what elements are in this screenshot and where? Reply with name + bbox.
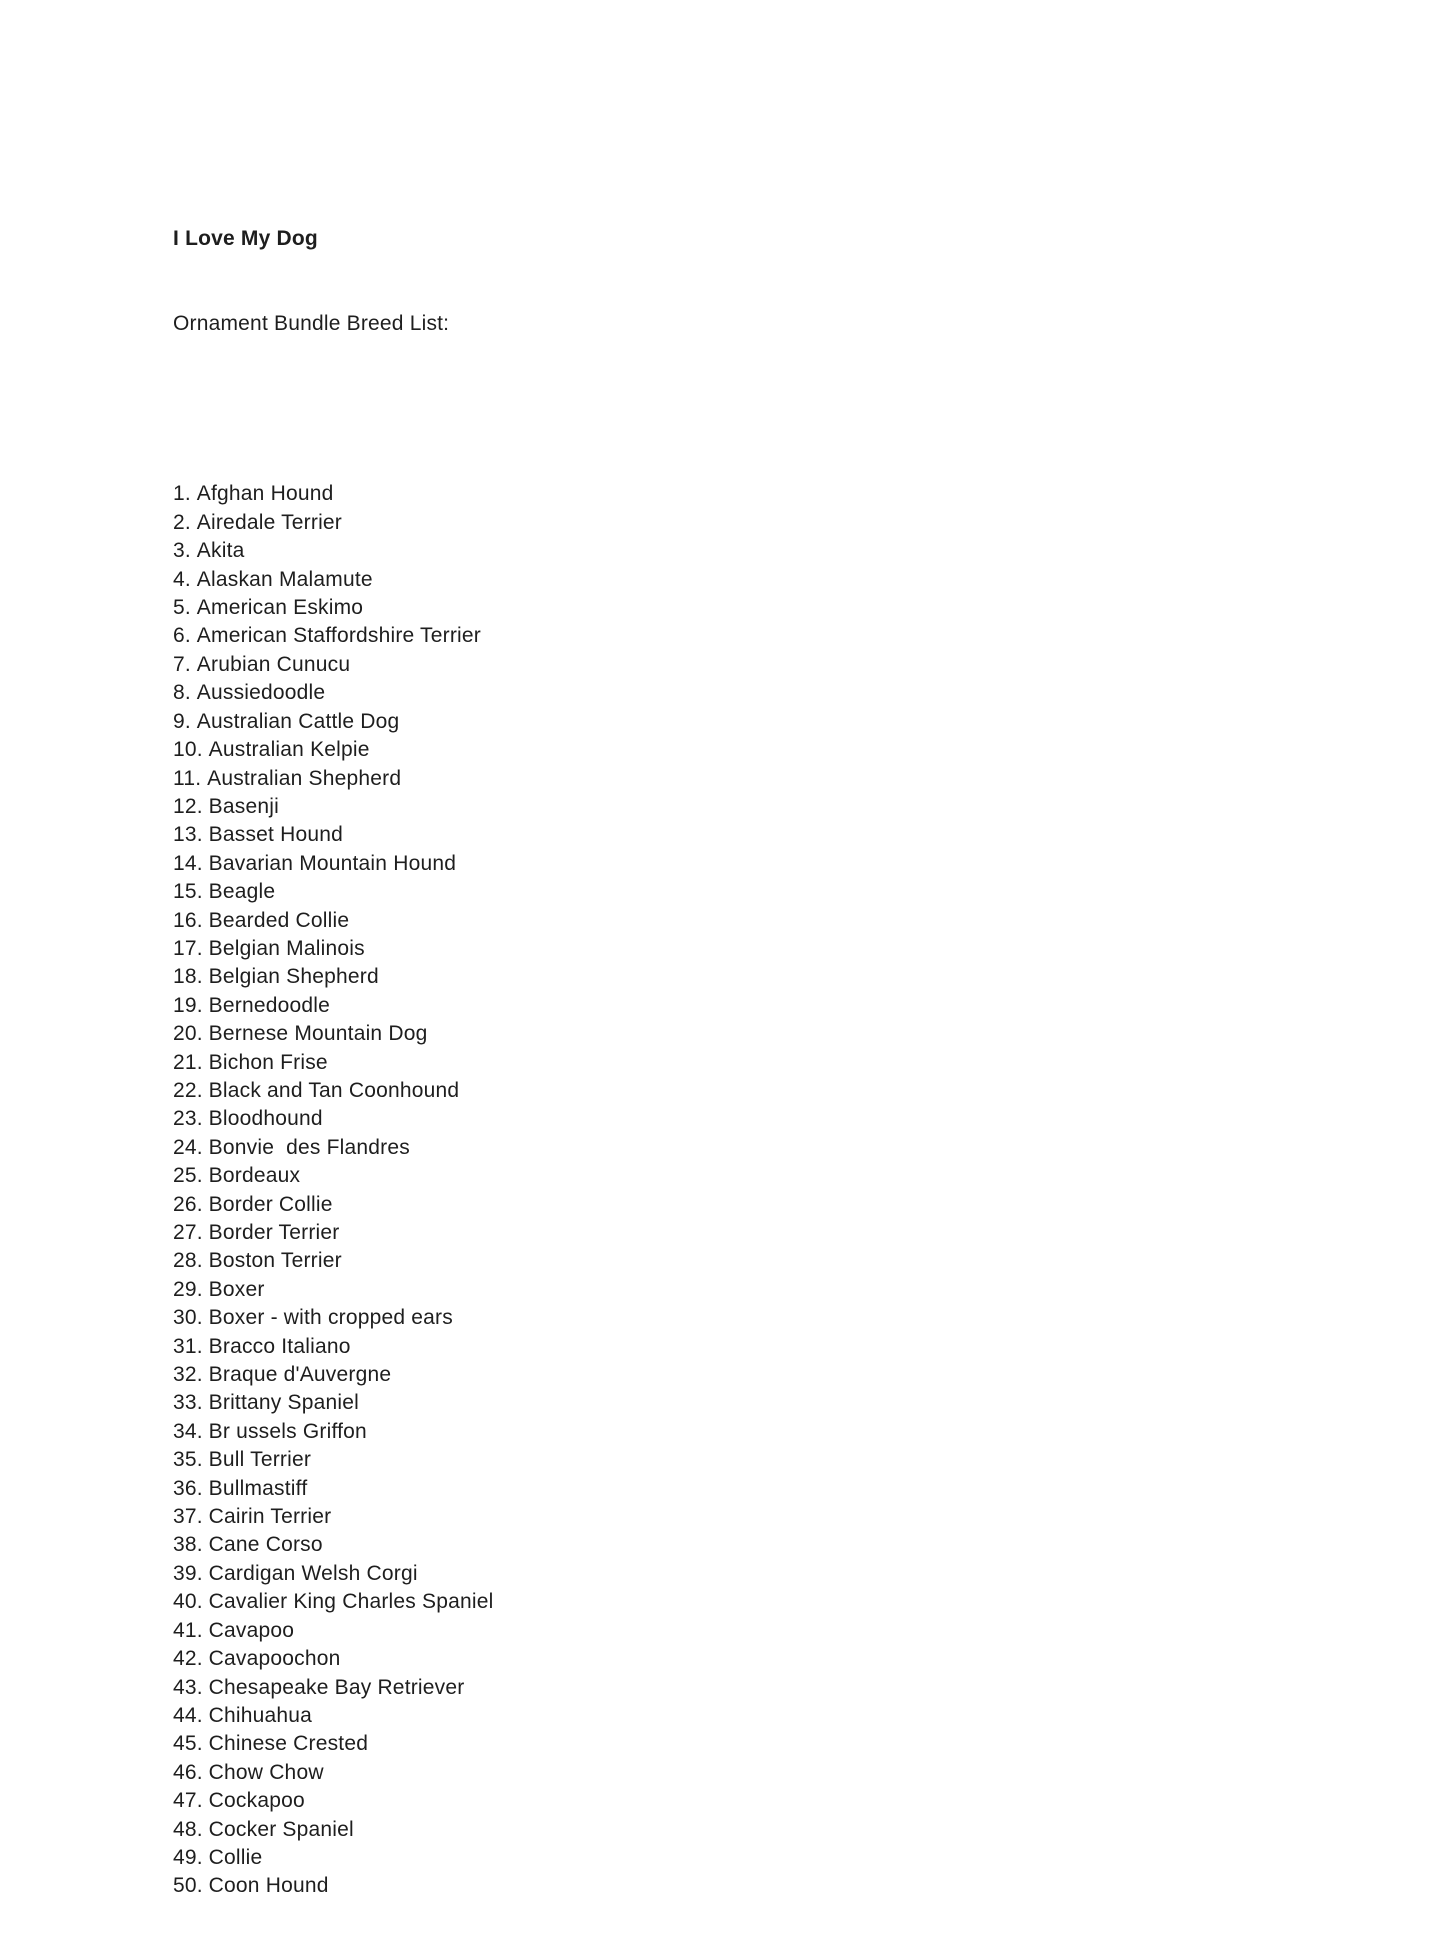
list-item-name: Belgian Shepherd xyxy=(208,965,379,989)
list-item-name: Cockapoo xyxy=(208,1789,305,1813)
list-item-number: 17. xyxy=(173,936,203,960)
list-item-name: Afghan Hound xyxy=(196,482,334,506)
list-item xyxy=(173,1730,493,1758)
list-item xyxy=(173,992,493,1020)
list-item-number: 32. xyxy=(173,1363,203,1387)
list-item xyxy=(173,736,493,764)
list-item-name: Airedale Terrier xyxy=(196,510,343,534)
list-item-number: 10. xyxy=(173,738,203,762)
list-item xyxy=(173,1674,493,1702)
list-item-name: Chinese Crested xyxy=(208,1732,369,1756)
list-item-name: Belgian Malinois xyxy=(208,936,365,960)
list-item-number: 28. xyxy=(173,1249,203,1273)
list-item-number: 13. xyxy=(173,823,203,847)
list-item xyxy=(173,1872,493,1900)
list-item xyxy=(173,509,493,537)
list-item-number: 1. xyxy=(173,482,191,506)
list-item-number: 2. xyxy=(173,510,191,534)
list-item-number: 14. xyxy=(173,851,203,875)
list-item-name: Basset Hound xyxy=(208,823,343,847)
list-item xyxy=(173,651,493,679)
list-item-number: 35. xyxy=(173,1448,203,1472)
list-item xyxy=(173,1446,493,1474)
list-item-number: 21. xyxy=(173,1050,203,1074)
list-item-number: 12. xyxy=(173,794,203,818)
list-item-name: Boxer - with cropped ears xyxy=(208,1306,453,1330)
text-column xyxy=(173,168,493,1958)
list-item-number: 19. xyxy=(173,993,203,1017)
list-item-name: Bearded Collie xyxy=(208,908,350,932)
list-item-name: Cocker Spaniel xyxy=(208,1817,354,1841)
list-item xyxy=(173,935,493,963)
list-item-name: Coon Hound xyxy=(208,1874,329,1898)
list-item-name: Bullmastiff xyxy=(208,1476,308,1500)
list-item-name: Bernedoodle xyxy=(208,993,330,1017)
list-item-name: Chesapeake Bay Retriever xyxy=(208,1675,465,1699)
list-item-name: Collie xyxy=(208,1845,263,1869)
list-item xyxy=(173,821,493,849)
list-item-number: 47. xyxy=(173,1789,203,1813)
list-item-name: Alaskan Malamute xyxy=(196,567,373,591)
list-item-number: 45. xyxy=(173,1732,203,1756)
list-item xyxy=(173,1020,493,1048)
list-item-name: Australian Kelpie xyxy=(208,738,370,762)
list-item-number: 26. xyxy=(173,1192,203,1216)
list-item xyxy=(173,1333,493,1361)
breed-list xyxy=(173,480,493,1900)
list-item-number: 16. xyxy=(173,908,203,932)
list-item-name: Br ussels Griffon xyxy=(208,1419,367,1443)
list-item xyxy=(173,1844,493,1872)
list-item xyxy=(173,963,493,991)
list-item-name: Australian Cattle Dog xyxy=(196,709,400,733)
list-item xyxy=(173,679,493,707)
list-item xyxy=(173,1049,493,1077)
list-item xyxy=(173,1077,493,1105)
list-item-number: 22. xyxy=(173,1078,203,1102)
list-item-number: 25. xyxy=(173,1164,203,1188)
list-item xyxy=(173,622,493,650)
document-subtitle: Ornament Bundle Breed List: xyxy=(173,312,450,336)
list-item-number: 15. xyxy=(173,880,203,904)
list-item-number: 7. xyxy=(173,652,191,676)
list-item-number: 5. xyxy=(173,596,191,620)
list-item-number: 37. xyxy=(173,1505,203,1529)
list-item-name: Akita xyxy=(196,539,245,563)
list-item-number: 29. xyxy=(173,1277,203,1301)
list-item-name: Braque d'Auvergne xyxy=(208,1363,392,1387)
list-item xyxy=(173,1276,493,1304)
list-item-number: 39. xyxy=(173,1561,203,1585)
list-item-name: Cairin Terrier xyxy=(208,1505,332,1529)
list-item-name: Bull Terrier xyxy=(208,1448,312,1472)
blank-line xyxy=(173,395,493,423)
list-item-number: 31. xyxy=(173,1334,203,1358)
list-item xyxy=(173,1389,493,1417)
list-item-number: 9. xyxy=(173,709,191,733)
list-item-name: Cane Corso xyxy=(208,1533,323,1557)
list-item-number: 6. xyxy=(173,624,191,648)
list-item xyxy=(173,1475,493,1503)
list-item xyxy=(173,1588,493,1616)
list-item xyxy=(173,1503,493,1531)
list-item-name: Cavapoochon xyxy=(208,1647,341,1671)
list-item-number: 46. xyxy=(173,1760,203,1784)
list-item-number: 3. xyxy=(173,539,191,563)
list-item xyxy=(173,1304,493,1332)
list-item-name: Aussiedoodle xyxy=(196,681,326,705)
list-item-number: 30. xyxy=(173,1306,203,1330)
list-item-name: Bordeaux xyxy=(208,1164,301,1188)
list-item-number: 49. xyxy=(173,1845,203,1869)
list-item-name: Bonvie des Flandres xyxy=(208,1135,410,1159)
list-item-name: Chow Chow xyxy=(208,1760,324,1784)
list-item-name: Bichon Frise xyxy=(208,1050,328,1074)
list-item-name: Border Terrier xyxy=(208,1221,340,1245)
list-item-number: 24. xyxy=(173,1135,203,1159)
list-item-name: Border Collie xyxy=(208,1192,333,1216)
list-item xyxy=(173,1816,493,1844)
list-item-number: 20. xyxy=(173,1022,203,1046)
list-item-name: Boxer xyxy=(208,1277,265,1301)
list-item xyxy=(173,1162,493,1190)
list-item-number: 36. xyxy=(173,1476,203,1500)
list-item xyxy=(173,1645,493,1673)
list-item xyxy=(173,1531,493,1559)
list-item-name: Boston Terrier xyxy=(208,1249,342,1273)
list-item xyxy=(173,594,493,622)
list-item-number: 23. xyxy=(173,1107,203,1131)
list-item xyxy=(173,1787,493,1815)
list-item-name: Chihuahua xyxy=(208,1703,313,1727)
list-item xyxy=(173,850,493,878)
list-item-number: 40. xyxy=(173,1590,203,1614)
list-item-number: 27. xyxy=(173,1221,203,1245)
list-item-name: Australian Shepherd xyxy=(207,766,402,790)
list-item xyxy=(173,1361,493,1389)
list-item-number: 41. xyxy=(173,1618,203,1642)
list-item xyxy=(173,1105,493,1133)
list-item-number: 38. xyxy=(173,1533,203,1557)
list-item-name: Cavapoo xyxy=(208,1618,295,1642)
list-item-name: Cardigan Welsh Corgi xyxy=(208,1561,418,1585)
list-item-number: 43. xyxy=(173,1675,203,1699)
list-item-number: 11. xyxy=(173,766,202,790)
list-item xyxy=(173,907,493,935)
list-item-name: Basenji xyxy=(208,794,279,818)
document-title: I Love My Dog xyxy=(173,226,318,250)
list-item xyxy=(173,1617,493,1645)
list-item xyxy=(173,480,493,508)
list-item xyxy=(173,1560,493,1588)
list-item-number: 8. xyxy=(173,681,191,705)
list-item-name: Brittany Spaniel xyxy=(208,1391,359,1415)
list-item-number: 42. xyxy=(173,1647,203,1671)
list-item xyxy=(173,1247,493,1275)
list-item xyxy=(173,1418,493,1446)
list-item-name: Beagle xyxy=(208,880,276,904)
list-item-number: 48. xyxy=(173,1817,203,1841)
list-item xyxy=(173,765,493,793)
list-item xyxy=(173,1759,493,1787)
list-item xyxy=(173,1702,493,1730)
list-item-name: Bloodhound xyxy=(208,1107,323,1131)
list-item-number: 34. xyxy=(173,1419,203,1443)
list-item-name: Black and Tan Coonhound xyxy=(208,1078,460,1102)
list-item xyxy=(173,878,493,906)
list-item-name: Bernese Mountain Dog xyxy=(208,1022,428,1046)
list-item xyxy=(173,1219,493,1247)
list-item xyxy=(173,1134,493,1162)
list-item-name: American Staffordshire Terrier xyxy=(196,624,481,648)
list-item-number: 50. xyxy=(173,1874,203,1898)
list-item-name: Cavalier King Charles Spaniel xyxy=(208,1590,494,1614)
list-item-name: Bracco Italiano xyxy=(208,1334,351,1358)
list-item xyxy=(173,793,493,821)
list-item-name: Bavarian Mountain Hound xyxy=(208,851,457,875)
list-item xyxy=(173,1191,493,1219)
list-item-name: American Eskimo xyxy=(196,596,364,620)
list-item-number: 44. xyxy=(173,1703,203,1727)
list-item xyxy=(173,537,493,565)
list-item-number: 4. xyxy=(173,567,191,591)
list-item-number: 33. xyxy=(173,1391,203,1415)
list-item xyxy=(173,708,493,736)
list-item xyxy=(173,566,493,594)
list-item-name: Arubian Cunucu xyxy=(196,652,351,676)
list-item-number: 18. xyxy=(173,965,203,989)
